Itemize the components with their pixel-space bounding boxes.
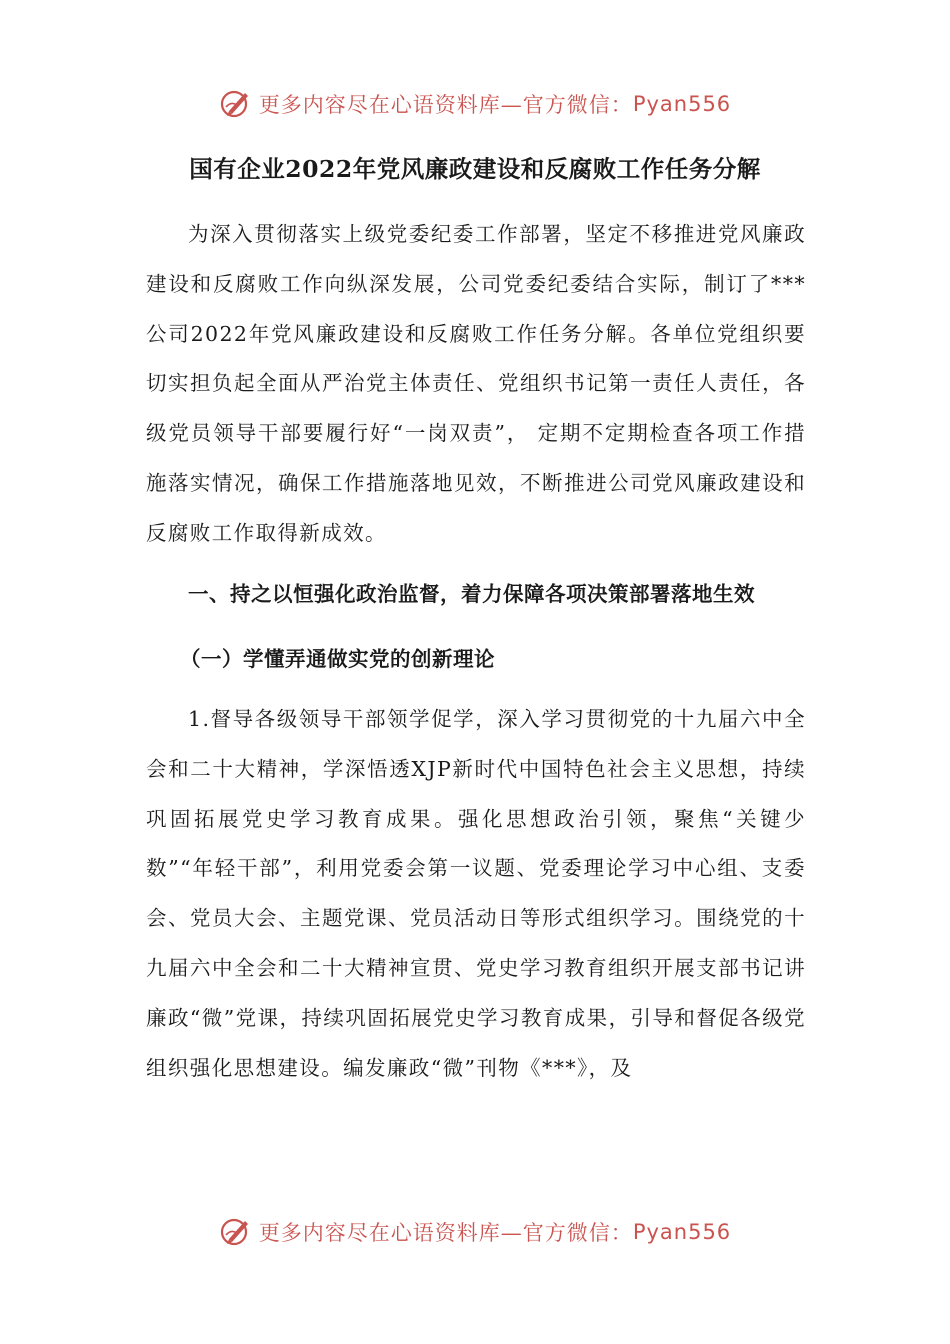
watermark-header xyxy=(0,84,950,124)
intro-paragraph: 为深入贯彻落实上级党委纪委工作部署，坚定不移推进党风廉政建设和反腐败工作向纵深发展，公司党委纪委结合实际，制订了***公司2022年党风廉政建设和反腐败工作任务分解。各单位党组织要切实担负起全面从严治党主体责任、党组织书记第一责任人责任，各级党员领导干部要履行好“一岗双责”， 定期不定期检查各项工作措施落实情况，确保工作措施落地见效，不断推进公司党风廉政建设和反腐败工作取得新成效。 xyxy=(146,222,806,545)
watermark-text: 更多内容尽在心语资料库—官方微信： xyxy=(258,1221,633,1245)
item-paragraph-1: 1.督导各级领导干部领学促学，深入学习贯彻党的十九届六中全会和二十大精神，学深悟透XJP新时代中国特色社会主义思想，持续巩固拓展党史学习教育成果。强化思想政治引领，聚焦“关键少数”“年轻干部”，利用党委会第一议题、党委理论学习中心组、支委会、党员大会、主题党课、党员活动日等形式组织学习。围绕党的十九届六中全会和二十大精神宣贯、党史学习教育组织开展支部书记讲廉政“微”党课，持续巩固拓展党史学习教育成果，引导和督促各级党组织强化思想建设。编发廉政“微”刊物《***》，及 xyxy=(146,707,806,1080)
watermark-account: Pyan556 xyxy=(632,92,732,116)
section-heading-1: 一、持之以恒强化政治监督，着力保障各项决策部署落地生效 xyxy=(188,582,755,606)
document-title: 国有企业2022年党风廉政建设和反腐败工作任务分解 xyxy=(189,155,761,183)
pen-logo-icon xyxy=(219,87,253,121)
watermark-account: Pyan556 xyxy=(632,1220,732,1244)
subsection-heading-1: （一）学懂弄通做实党的创新理论 xyxy=(180,647,495,671)
watermark-footer xyxy=(0,1212,950,1252)
watermark-text: 更多内容尽在心语资料库—官方微信： xyxy=(258,93,633,117)
pen-logo-icon xyxy=(219,1215,253,1249)
